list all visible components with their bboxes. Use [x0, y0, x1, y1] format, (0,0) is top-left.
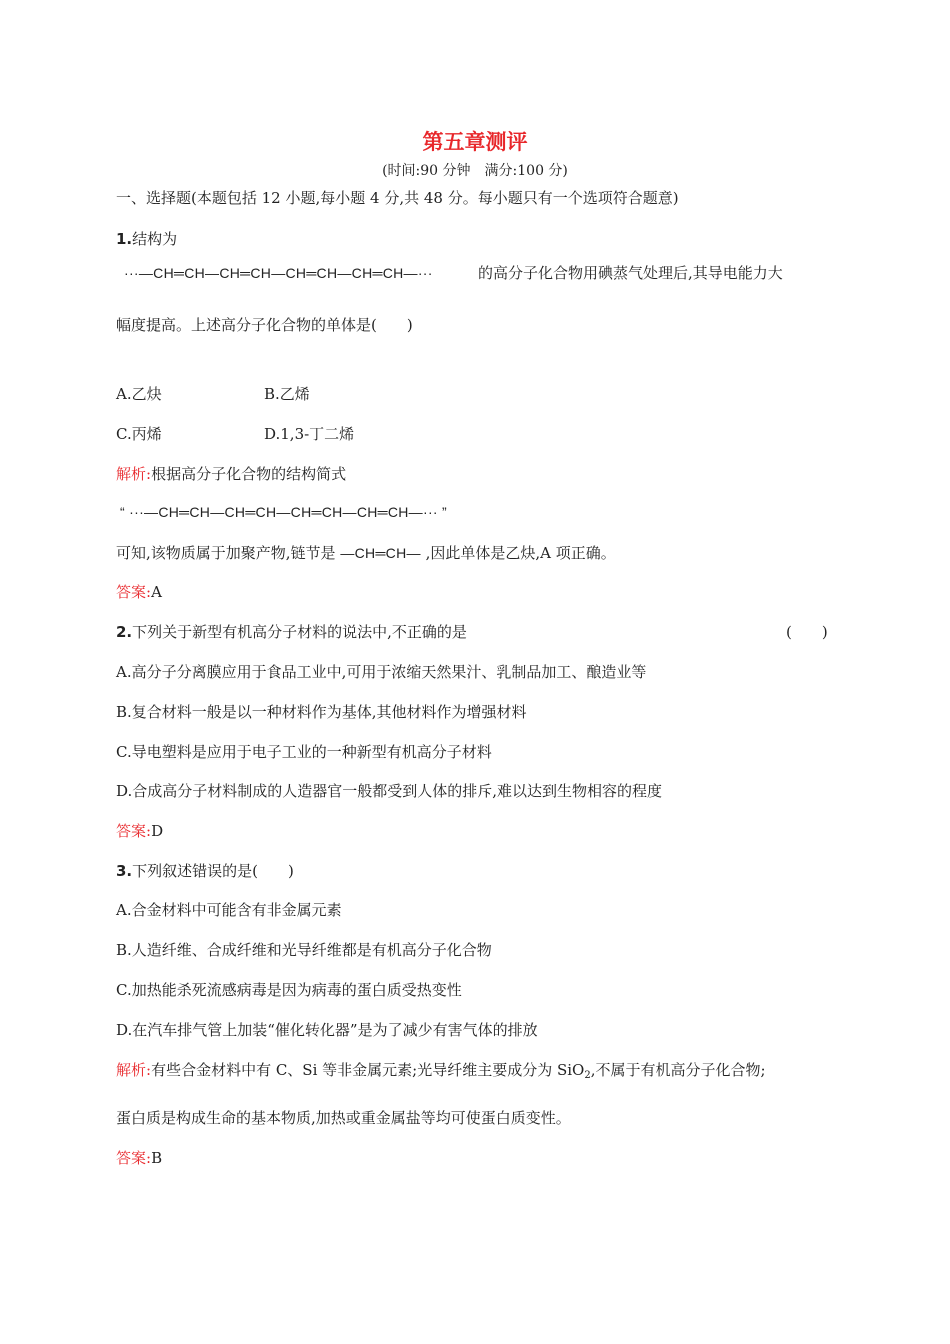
q3-answer-line — [116, 1148, 162, 1168]
q3-analysis-subscript: 2 — [584, 1070, 591, 1081]
q1-stem-a: 结构为 — [132, 230, 178, 248]
q3-answer: B — [151, 1149, 163, 1167]
q1-analysis-formula-line — [120, 502, 447, 522]
q2-answer-label: 答案: — [116, 822, 152, 840]
q1-stem-b: 的高分子化合物用碘蒸气处理后,其导电能力大 — [478, 264, 783, 282]
q3-option-b: B.人造纤维、合成纤维和光导纤维都是有机高分子化合物 — [116, 941, 492, 959]
page-title: 第五章测评 — [422, 130, 528, 154]
q1-answer-line — [116, 582, 162, 602]
q3-analysis-line-1 — [116, 1060, 766, 1086]
q3-answer-label: 答案: — [116, 1149, 152, 1167]
q2-option-d: D.合成高分子材料制成的人造器官一般都受到人体的排斥,难以达到生物相容的程度 — [116, 782, 663, 800]
q1-option-d: D.1,3-丁二烯 — [264, 425, 355, 443]
q3-stem-line — [116, 861, 294, 881]
q3-option-a: A.合金材料中可能含有非金属元素 — [116, 901, 342, 919]
q1-stem-line-2 — [124, 263, 433, 283]
q1-stem-line-1 — [116, 229, 177, 249]
q2-stem: 下列关于新型有机高分子材料的说法中,不正确的是 — [132, 623, 467, 641]
q1-structure-formula: ···—CH═CH—CH═CH—CH═CH—CH═CH—··· — [124, 265, 433, 281]
q1-analysis-text-1: 根据高分子化合物的结构简式 — [151, 465, 347, 483]
q1-number: 1. — [116, 230, 133, 248]
q1-analysis-text-2b: ,因此单体是乙炔,A 项正确。 — [425, 544, 616, 562]
q2-stem-line — [116, 622, 467, 642]
q2-option-c: C.导电塑料是应用于电子工业的一种新型有机高分子材料 — [116, 743, 492, 761]
q1-answer-label: 答案: — [116, 583, 152, 601]
q3-analysis-line-2: 蛋白质是构成生命的基本物质,加热或重金属盐等均可使蛋白质变性。 — [116, 1109, 571, 1127]
q1-analysis-line-1 — [116, 464, 346, 484]
q1-chain-unit-formula: —CH═CH— — [340, 545, 421, 561]
q1-analysis-line-3 — [116, 543, 616, 563]
q3-number: 3. — [116, 862, 133, 880]
q1-stem-c: 幅度提高。上述高分子化合物的单体是( ) — [116, 316, 413, 334]
q2-answer-bracket: ( ) — [786, 623, 828, 641]
q2-option-a: A.高分子分离膜应用于食品工业中,可用于浓缩天然果汁、乳制品加工、酿造业等 — [116, 663, 647, 681]
q1-option-b: B.乙烯 — [264, 385, 310, 403]
q1-answer: A — [151, 583, 162, 601]
q1-analysis-label: 解析: — [116, 465, 152, 483]
q1-option-c: C.丙烯 — [116, 425, 162, 443]
q3-analysis-text-1b: ,不属于有机高分子化合物; — [590, 1061, 766, 1079]
section-heading: 一、选择题(本题包括 12 小题,每小题 4 分,共 48 分。每小题只有一个选项符合题意) — [116, 189, 679, 207]
q2-answer-line — [116, 821, 163, 841]
q2-answer: D — [151, 822, 164, 840]
q2-number: 2. — [116, 623, 133, 641]
q1-analysis-text-2a: 可知,该物质属于加聚产物,链节是 — [116, 544, 336, 562]
q3-analysis-text-1a: 有些合金材料中有 C、Si 等非金属元素;光导纤维主要成分为 SiO — [151, 1061, 585, 1079]
exam-info: (时间:90 分钟 满分:100 分) — [382, 163, 568, 179]
q1-option-a: A.乙炔 — [116, 385, 162, 403]
q3-analysis-label: 解析: — [116, 1061, 152, 1079]
q3-option-c: C.加热能杀死流感病毒是因为病毒的蛋白质受热变性 — [116, 981, 462, 999]
q3-option-d: D.在汽车排气管上加装“催化转化器”是为了减少有害气体的排放 — [116, 1021, 538, 1039]
q3-stem: 下列叙述错误的是( ) — [132, 862, 294, 880]
q1-analysis-formula: “ ···—CH═CH—CH═CH—CH═CH—CH═CH—··· ” — [120, 504, 448, 520]
q2-option-b: B.复合材料一般是以一种材料作为基体,其他材料作为增强材料 — [116, 703, 527, 721]
